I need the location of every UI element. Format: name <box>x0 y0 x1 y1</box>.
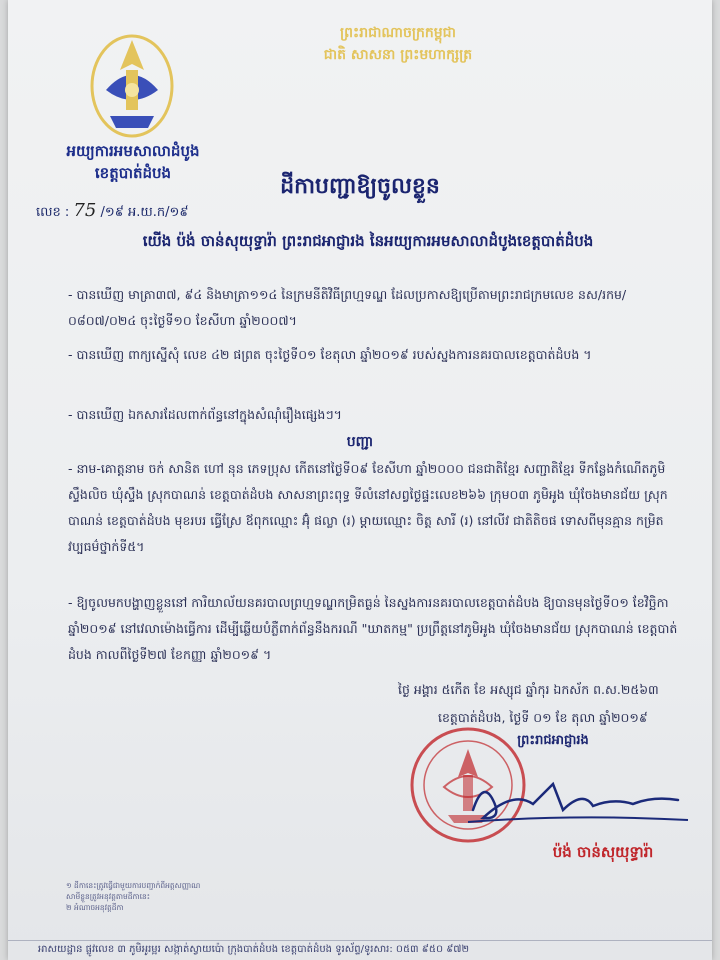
recital-2: - បានឃើញ ពាក្យស្នើសុំ លេខ ៤២ ផព្រត ចុះថ្ងៃទី០១ ខែតុលា ឆ្នាំ២០១៩ របស់ស្នងការនគរបាលខេត្តបាត់ដំបង ។ <box>68 347 592 362</box>
document-page <box>8 0 712 960</box>
handwritten-signature-icon <box>463 770 693 830</box>
order-1: - នាម-គោត្តនាម ចក់ សានិត ហៅ នុន ភេទប្រុស កើតនៅថ្ងៃទី០៩ ខែសីហា ឆ្នាំ២០០០ ជនជាតិខ្មែរ សញ្ជាតិខ្មែរ ទីកន្លែងកំណើតភូមិស្ទឹងលិច ឃុំស្ទឹង ស្រុកបាណន់ ខេត្តបាត់ដំបង សាសនាព្រះពុទ្ធ ទីលំនៅសព្វថ្ងៃផ្ទះលេខ២៦៦ ក្រុម០៣ ភូមិអូង ឃុំចែងមានជ័យ ស្រុកបាណន់ ខេត្តបាត់ដំបង មុខរបរ ធ្វើស្រែ ឪពុកឈ្មោះ អ៊ុំ ផល្លា (រ) ម្តាយឈ្មោះ ចិត្ត សារី (រ) នៅលីវ ជាតិតិចផ ទោសពីមុនគ្មាន កម្រិតវប្បធម៌ថ្នាក់ទី៥។ <box>68 461 668 554</box>
prosecutor-emblem-icon <box>86 30 178 142</box>
document-number-label: លេខ <box>36 205 61 220</box>
address-footer: អាសយដ្ឋាន ផ្លូវលេខ ៣ ភូមិអូរម្អរ សង្កាត់ស្វាយប៉ោ ក្រុងបាត់ដំបង ខេត្តបាត់ដំបង ទូរស័ព្ទ/ទូរសារ: ០៥៣ ៩៥០ ៩៧២ <box>8 940 712 960</box>
kingdom-line-1: ព្រះរាជាណាចក្រកម្ពុជា <box>339 25 456 41</box>
issuer-line: យើង ប៉ង់ ចាន់សុយុទ្ធារ៉ា ព្រះរាជអាជ្ញារង នៃអយ្យការអមសាលាដំបូងខេត្តបាត់ដំបង <box>142 232 594 250</box>
recital-3: - បានឃើញ ឯកសារដែលពាក់ព័ន្ធនៅក្នុងសំណុំរឿងផ្សេងៗ។ <box>68 407 342 422</box>
footnote-1: ១ ដីកានេះត្រូវធ្វើជាមួយការបញ្ជាក់ពីអត្តសញ្ញាណ <box>66 881 201 890</box>
kingdom-header <box>278 22 518 66</box>
footnote-2: សាមីខ្លួនត្រូវអនុវត្តតាមដីកានេះ <box>66 892 151 901</box>
document-number: លេខ : 75 /១៩ អ.យ.ក/១៩ <box>36 200 189 221</box>
organization-line-1: អយ្យការអមសាលាដំបូង <box>66 142 200 160</box>
kingdom-line-2: ជាតិ សាសនា ព្រះមហាក្សត្រ <box>323 47 473 63</box>
signer-title: ព្រះរាជអាជ្ញារង <box>517 733 589 748</box>
order-heading: បញ្ជា <box>346 434 374 450</box>
lunar-date: ថ្ងៃ អង្គារ ៥កើត ខែ អស្សុជ ឆ្នាំកុរ ឯកស័ក ព.ស.២៥៦៣ <box>398 682 659 697</box>
recital-1: - បានឃើញ មាត្រា៣៧, ៩៤ និងមាត្រា១១៤ នៃក្រមនីតិវិធីព្រហ្មទណ្ឌ ដែលប្រកាសឱ្យប្រើតាមព្រះរាជក្រមលេខ នស/រកម/០៨០៧/០២៤ ចុះថ្ងៃទី១០ ខែសីហា ឆ្នាំ២០០៧។ <box>68 287 627 328</box>
footnotes <box>66 880 326 913</box>
order-2: - ឱ្យចូលមកបង្ហាញខ្លួននៅ ការិយាល័យនគរបាលព្រហ្មទណ្ឌកម្រិតធ្ងន់ នៃស្នងការនគរបាលខេត្តបាត់ដំបង ឱ្យបានមុនថ្ងៃទី០១ ខែវិច្ឆិកា ឆ្នាំ២០១៩ នៅវេលាម៉ោងធ្វើការ ដើម្បីឆ្លើយបំភ្លឺពាក់ព័ន្ធនឹងករណី "ឃាតកម្ម" ប្រព្រឹត្តនៅភូមិអូង ឃុំចែងមានជ័យ ស្រុកបាណន់ ខេត្តបាត់ដំបង កាលពីថ្ងៃទី២៧ ខែកញ្ញា ឆ្នាំ២០១៩ ។ <box>68 595 678 662</box>
document-number-suffix: /១៩ អ.យ.ក/១៩ <box>100 205 189 220</box>
document-title: ដីកាបញ្ជាឱ្យចូលខ្លួន <box>280 174 440 199</box>
footnote-3: ២ អំណាចអនុវត្តដីកា <box>66 903 124 912</box>
signer-name: ប៉ង់ ចាន់សុយុទ្ធារ៉ា <box>552 843 654 861</box>
organization-line-2: ខេត្តបាត់ដំបង <box>94 164 172 182</box>
document-number-handwritten: 75 <box>73 200 97 221</box>
place-date: ខេត្តបាត់ដំបង, ថ្ងៃទី ០១ ខែ តុលា ឆ្នាំ២០១៩ <box>438 710 648 725</box>
